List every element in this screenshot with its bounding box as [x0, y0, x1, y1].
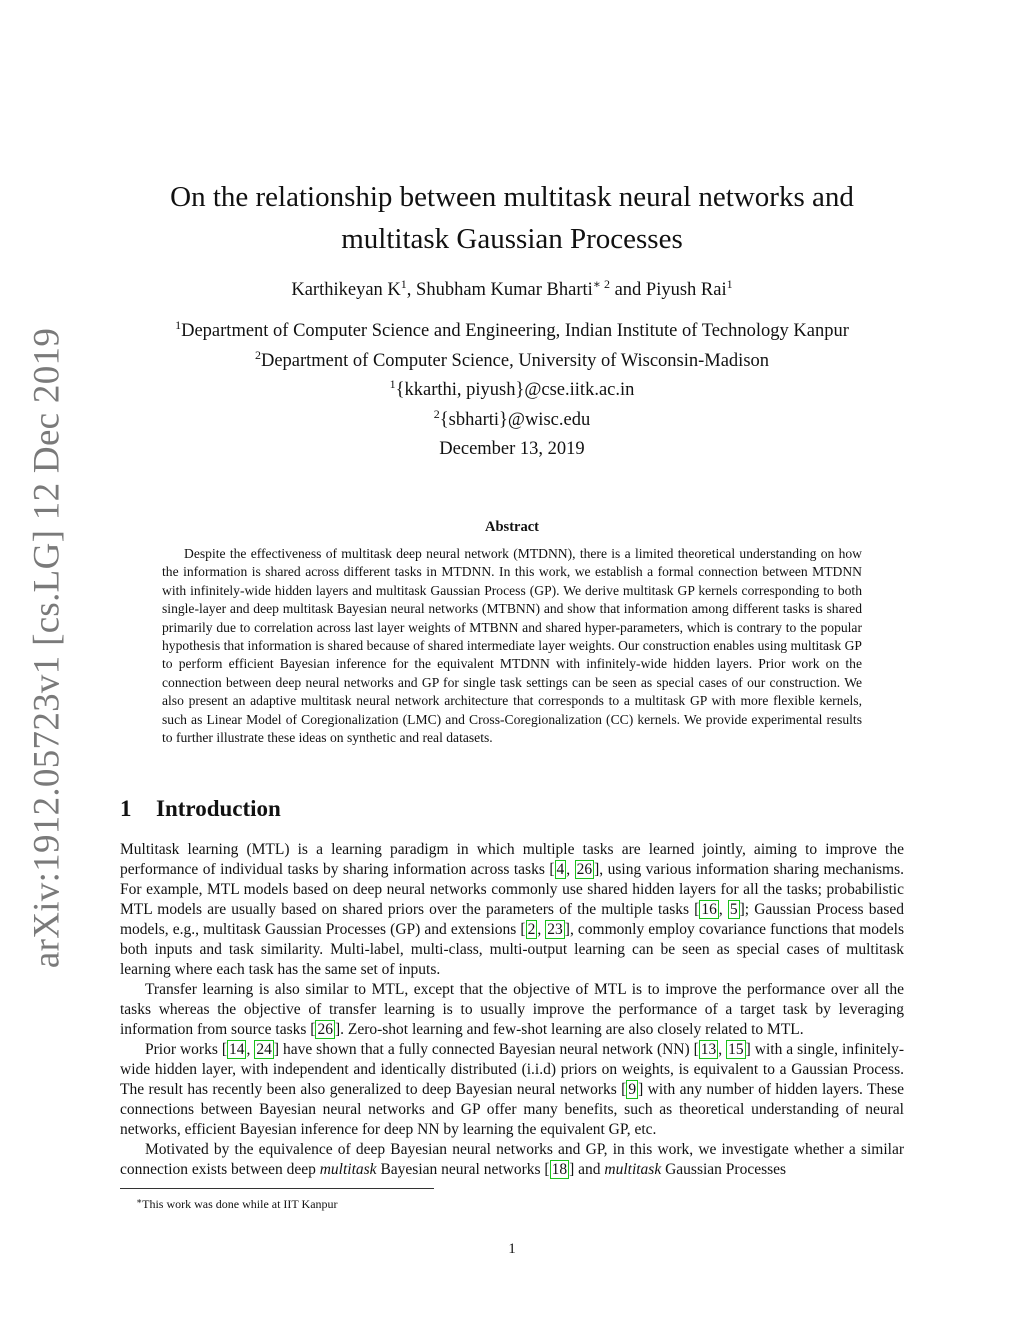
emphasis-text: multitask [319, 1161, 377, 1178]
citation-link[interactable]: 26 [576, 861, 593, 878]
citation-link[interactable]: 24 [256, 1041, 272, 1058]
title-line-2: multitask Gaussian Processes [341, 223, 683, 255]
footnote-divider [120, 1188, 434, 1189]
email-text: {kkarthi, piyush}@cse.iitk.ac.in [395, 380, 635, 400]
citation-link[interactable]: 5 [729, 901, 738, 918]
paper-date: December 13, 2019 [439, 439, 585, 459]
text-run: , [566, 861, 575, 878]
text-run: Gaussian Processes [661, 1161, 787, 1178]
citation-link[interactable]: 16 [701, 901, 717, 918]
affiliation-superscript: 2 [433, 406, 440, 421]
paragraph [120, 980, 904, 1040]
paragraph [120, 1140, 904, 1180]
affiliation-superscript: 1 [175, 318, 182, 332]
author-superscript: ∗ 2 [592, 277, 610, 291]
section-title: Introduction [156, 796, 281, 821]
text-run: ], commonly employ covariance functions that models both inputs and task similarity. Multi-label, multi-class, multi-output learning can be seen as special cases of multitask learning where each task has the same set of inputs. [120, 921, 904, 978]
affiliation-superscript: 2 [254, 347, 261, 362]
page-number: 1 [508, 1241, 516, 1257]
citation-link[interactable]: 26 [317, 1021, 333, 1038]
affiliation-text: Department of Computer Science, University of Wisconsin-Madison [260, 350, 770, 371]
text-run: Motivated by the equivalence of deep Bayesian neural networks and GP, in this work, we investigate whether a similar connection exists between deep [120, 1141, 904, 1178]
text-run: ]. Zero-shot learning and few-shot learning are also closely related to MTL. [334, 1021, 804, 1038]
text-run: Multitask learning (MTL) is a learning paradigm in which multiple tasks are learned jointly, aiming to improve the performance of individual tasks by sharing information across tasks [ [120, 841, 904, 878]
text-run: , [246, 1041, 255, 1058]
citation-link[interactable]: 14 [228, 1041, 245, 1058]
footnote-marker: ∗ [136, 1196, 143, 1206]
citation-link[interactable]: 23 [547, 921, 563, 938]
author-separator: , [406, 280, 417, 300]
text-run: ]; Gaussian Process based models, e.g., multitask Gaussian Processes (GP) and extensions [ [120, 901, 904, 938]
author-name: Shubham Kumar Bharti [416, 280, 593, 300]
affiliation-line [120, 344, 904, 374]
paragraph [120, 840, 904, 980]
text-run: , [718, 1041, 727, 1058]
citation-link[interactable]: 2 [527, 921, 536, 938]
author-separator: and [609, 280, 646, 300]
paragraph [120, 1040, 904, 1140]
abstract-text: Despite the effectiveness of multitask deep neural network (MTDNN), there is a limited theoretical understanding on how the information is shared across different tasks in MTDNN. In this work, we establish a formal connection between MTDNN with infinitely-wide hidden layers and multitask Gaussian Process (GP). We derive multitask GP kernels corresponding to both single-layer and deep multitask Bayesian neural networks (MTBNN) and show that information among different tasks is shared primarily due to correlation across last layer weights of MTBNN and shared hyper-parameters, which is contrary to the popular hypothesis that information is shared because of shared intermediate layer weights. Our construction enables using multitask GP to perform efficient Bayesian inference for the equivalent MTDNN with infinitely-wide hidden layers. Prior work on the connection between deep neural networks and GP for single task settings can be seen as special cases of our construction. We also present an adaptive multitask neural network architecture that corresponds to a multitask GP with more flexible kernels, such as Linear Model of Coregionalization (LMC) and Cross-Coregionalization (CC) kernels. We provide experimental results to further illustrate these ideas on synthetic and real datasets. [162, 546, 862, 746]
emphasis-text: multitask [604, 1161, 662, 1178]
author-name: Karthikeyan K [291, 280, 401, 300]
email-line [120, 373, 904, 403]
citation-link[interactable]: 15 [728, 1041, 744, 1058]
text-run: Bayesian neural networks [ [376, 1161, 550, 1178]
affiliation-list [120, 314, 904, 432]
citation-link[interactable]: 4 [556, 861, 565, 878]
section-number: 1 [120, 796, 132, 821]
text-run: Transfer learning is also similar to MTL, except that the objective of MTL is to improve the performance over all the tasks whereas the objective of transfer learning is to usually improve the performance of a target task by leveraging information from source tasks [ [120, 981, 904, 1038]
citation-link[interactable]: 18 [551, 1161, 568, 1178]
author-list [120, 272, 904, 302]
title-line-1: On the relationship between multitask neural networks and [170, 181, 854, 213]
paper-title [120, 176, 904, 260]
author-superscript: 1 [400, 277, 407, 291]
affiliation-superscript: 1 [389, 377, 396, 391]
text-run: ] have shown that a fully connected Bayesian neural network (NN) [ [273, 1041, 699, 1058]
citation-link[interactable]: 13 [700, 1041, 717, 1058]
author-name: Piyush Rai [645, 280, 727, 300]
text-run: ] and [569, 1161, 605, 1178]
author-superscript: 1 [726, 277, 733, 291]
abstract-heading: Abstract [485, 519, 539, 535]
affiliation-line [120, 314, 904, 344]
section-heading [120, 795, 281, 823]
citation-link[interactable]: 9 [628, 1081, 637, 1098]
footnote-text: This work was done while at IIT Kanpur [142, 1197, 338, 1211]
footnote [136, 1194, 338, 1212]
email-text: {sbharti}@wisc.edu [439, 409, 591, 430]
text-run: ], using various information sharing mechanisms. For example, MTL models based on deep neural networks commonly use shared hidden layers for all the tasks; probabilistic MTL models are usually based on shared priors over the parameters of the multiple tasks [ [120, 861, 904, 918]
affiliation-text: Department of Computer Science and Engineering, Indian Institute of Technology Kanpur [181, 321, 849, 341]
email-line [120, 403, 904, 433]
arxiv-stamp: arXiv:1912.05723v1 [cs.LG] 12 Dec 2019 [26, 327, 68, 969]
text-run: Prior works [ [145, 1041, 227, 1058]
text-run: ] with any number of hidden layers. These connections between Bayesian neural networks and GP offer many benefits, such as theoretical understanding of neural networks, efficient Bayesian inference for deep NN by learning the equivalent GP, etc. [120, 1081, 904, 1138]
text-run: , [537, 921, 546, 938]
text-run: , [718, 901, 728, 918]
text-run: ] with a single, infinitely-wide hidden layer, with independent and identically distributed (i.i.d) priors on weights, is equivalent to a Gaussian Process. The result has recently been also generalized to deep Bayesian neural networks [ [120, 1041, 904, 1098]
introduction-body [120, 840, 904, 1180]
